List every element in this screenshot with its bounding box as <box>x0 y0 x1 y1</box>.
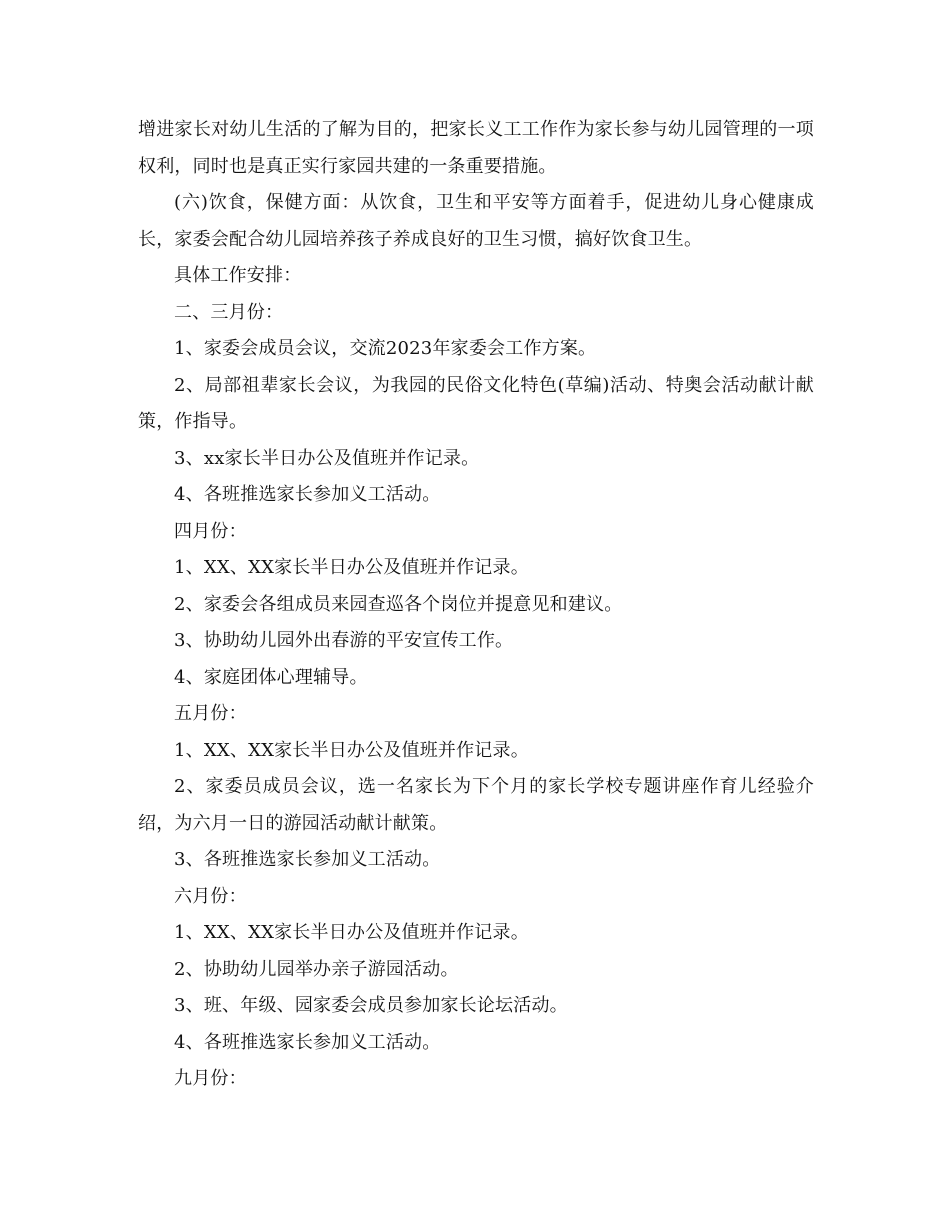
list-item: 4、各班推选家长参加义工活动。 <box>174 1031 441 1053</box>
list-item: 2、家委员成员会议，选一名家长为下个月的家长学校专题讲座作育儿经验介绍，为六月一日的游园活动献计献策。 <box>138 776 814 834</box>
paragraph-diet-health: (六)饮食，保健方面：从饮食，卫生和平安等方面着手，促进幼儿身心健康成长，家委会配合幼儿园培养孩子养成良好的卫生习惯，搞好饮食卫生。 <box>138 192 814 250</box>
month-heading-april: 四月份： <box>174 520 247 542</box>
list-item: 4、家庭团体心理辅导。 <box>174 666 368 688</box>
list-item: 3、xx家长半日办公及值班并作记录。 <box>174 447 480 469</box>
month-heading-feb-mar: 二、三月份： <box>174 301 284 323</box>
list-item: 1、XX、XX家长半日办公及值班并作记录。 <box>174 557 529 578</box>
list-item: 1、家委会成员会议，交流2023年家委会工作方案。 <box>174 338 597 359</box>
list-item: 2、协助幼儿园举办亲子游园活动。 <box>174 958 459 980</box>
list-item: 3、各班推选家长参加义工活动。 <box>174 849 441 870</box>
month-heading-september: 九月份： <box>174 1068 247 1089</box>
month-heading-may: 五月份： <box>174 703 247 724</box>
list-item: 1、XX、XX家长半日办公及值班并作记录。 <box>174 739 529 761</box>
document-body <box>138 112 814 1098</box>
list-item: 1、XX、XX家长半日办公及值班并作记录。 <box>174 922 529 943</box>
paragraph-schedule-heading: 具体工作安排： <box>174 265 302 286</box>
list-item: 2、局部祖辈家长会议，为我园的民俗文化特色(草编)活动、特奥会活动献计献策，作指导。 <box>138 374 814 432</box>
list-item: 4、各班推选家长参加义工活动。 <box>174 484 441 505</box>
month-heading-june: 六月份： <box>174 885 247 907</box>
paragraph-continued: 增进家长对幼儿生活的了解为目的，把家长义工工作作为家长参与幼儿园管理的一项权利，同时也是真正实行家园共建的一条重要措施。 <box>138 119 814 177</box>
list-item: 3、协助幼儿园外出春游的平安宣传工作。 <box>174 630 514 651</box>
list-item: 2、家委会各组成员来园查巡各个岗位并提意见和建议。 <box>174 593 623 615</box>
list-item: 3、班、年级、园家委会成员参加家长论坛活动。 <box>174 995 568 1016</box>
